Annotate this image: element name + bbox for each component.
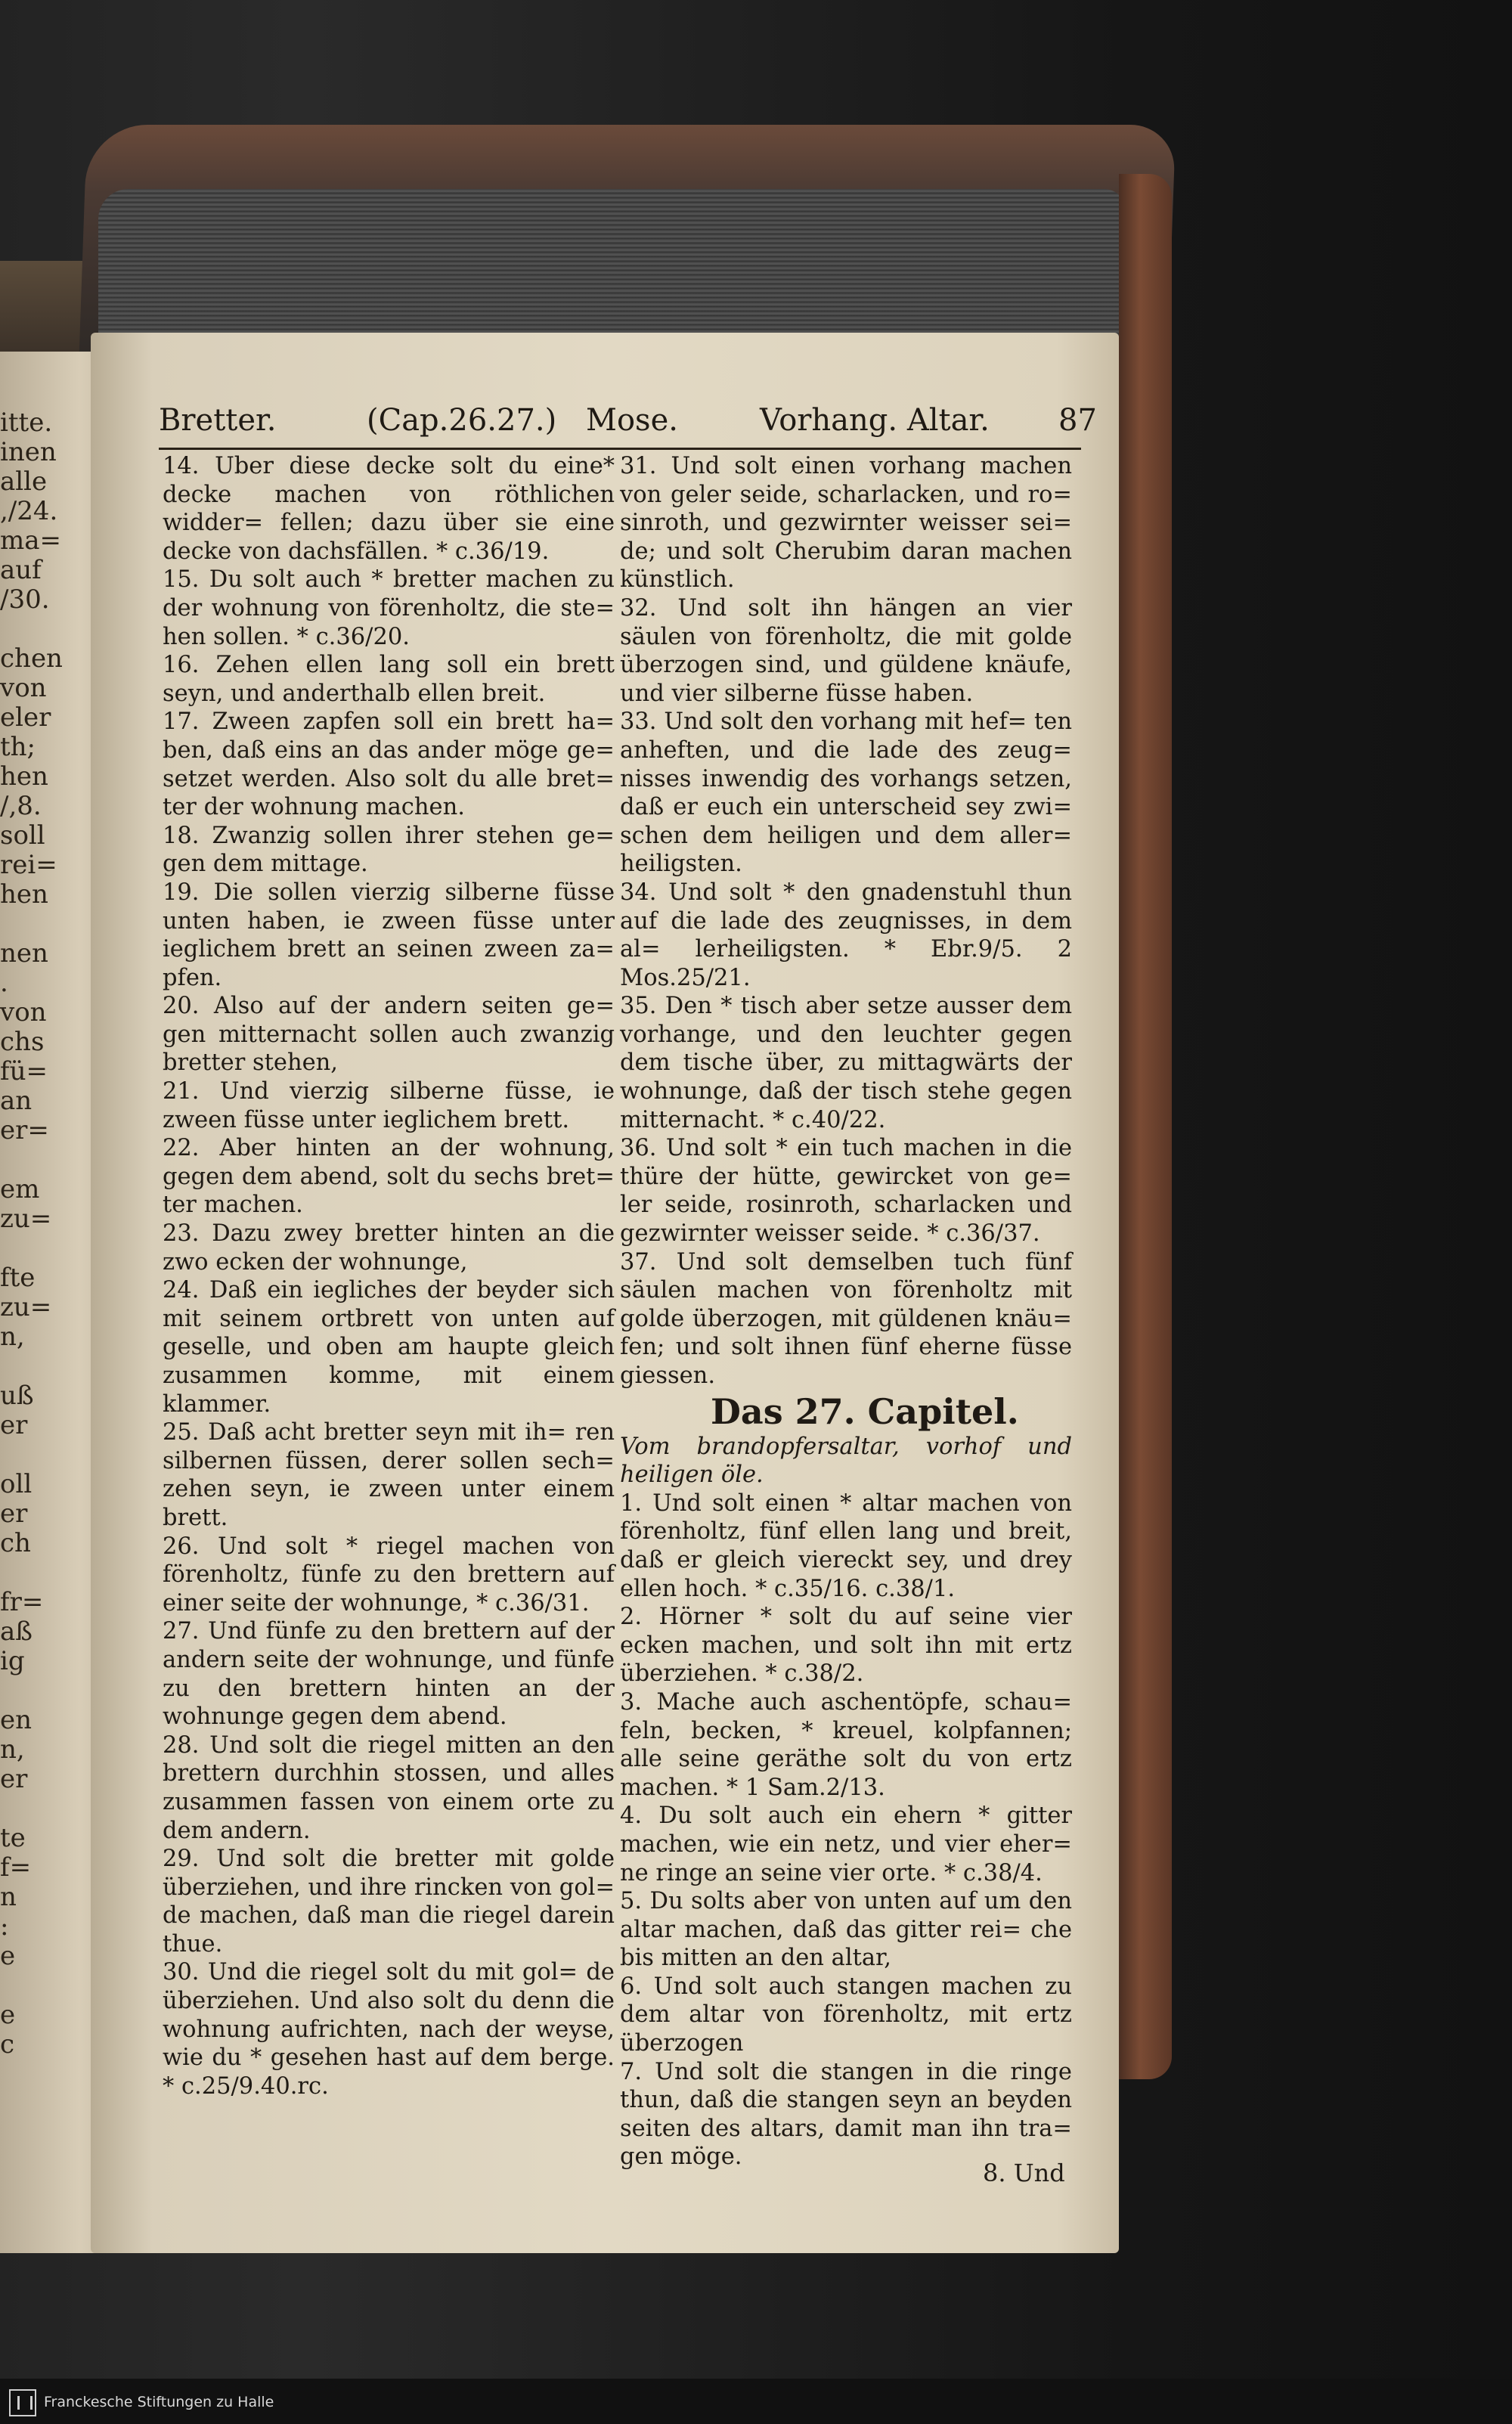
facing-page-fragment: n (0, 1882, 17, 1912)
facing-page-fragment (0, 910, 60, 939)
facing-page-fragment: ,/24. (0, 496, 58, 526)
facing-page-fragment: an (0, 1086, 33, 1116)
verse-paragraph: 4. Du solt auch ein ehern * gitter machen, wie ein netz, und vier eher= ne ringe an seine vier orte. * c.38/4. (620, 1803, 1072, 1886)
facing-page-fragment (0, 1971, 60, 2001)
facing-page-fragment: inen (0, 437, 57, 467)
facing-page-fragment: th; (0, 732, 36, 762)
catchword: 8. Und (983, 2159, 1065, 2187)
facing-page-fragment: auf (0, 555, 42, 585)
chapter-title: Das 27. Capitel. (711, 1390, 1019, 1432)
verse-paragraph: 30. Und die riegel solt du mit gol= de überziehen. Und also solt du denn die wohnung aufrichten, nach der weyse, wie du * gesehen hast auf dem berge. * c.25/9.40.rc. (163, 1959, 615, 2100)
header-rule (159, 448, 1081, 450)
facing-page-fragment (0, 1676, 60, 1706)
facing-page-fragment: hen (0, 879, 48, 910)
verse-paragraph: 32. Und solt ihn hängen an vier säulen von förenholtz, die mit golde überzogen sind, und güldene knäufe, und vier silberne füsse haben. (620, 594, 1072, 707)
facing-page-fragment: en (0, 1705, 33, 1735)
facing-page-fragment: em (0, 1174, 40, 1204)
verse-paragraph: 3. Mache auch aschentöpfe, schau= feln, becken, * kreuel, kolpfannen; alle seine geräthe solt du von ertz machen. * 1 Sam.2/13. (620, 1688, 1072, 1801)
verse-paragraph: 20. Also auf der andern seiten ge= gen mitternacht sollen auch zwanzig bretter stehen, (163, 993, 615, 1077)
facing-page-fragment: alle (0, 467, 48, 497)
facing-page-fragment: rei= (0, 850, 57, 880)
facing-page-fragment (0, 1440, 60, 1470)
running-header (159, 403, 1097, 448)
facing-page-fragment: ig (0, 1646, 25, 1676)
verse-paragraph: 29. Und solt die bretter mit golde überziehen, und ihre rincken von gol= de machen, daß man die riegel darein thue. (163, 1846, 615, 1957)
verse-paragraph: 34. Und solt * den gnadenstuhl thun auf die lade des zeugnisses, in dem al= lerheiligsten. * Ebr.9/5. 2 Mos.25/21. (620, 879, 1072, 991)
facing-page-fragment: fr= (0, 1587, 44, 1617)
facing-page-fragment: hen (0, 761, 48, 792)
facing-page-fragment: aß (0, 1617, 33, 1647)
facing-page-fragment: n, (0, 1322, 25, 1352)
verse-paragraph: 25. Daß acht bretter seyn mit ih= ren silbernen füssen, derer sollen sech= zehen seyn, ie zween unter einem brett. (163, 1419, 615, 1531)
verse-paragraph: 16. Zehen ellen lang soll ein brett seyn, und anderthalb ellen breit. (163, 652, 615, 707)
book-cover-right (1119, 174, 1172, 2079)
facing-page-fragment: e (0, 2000, 16, 2030)
facing-page-fragment: chen (0, 643, 63, 674)
facing-page-fragment (0, 1558, 60, 1588)
facing-page-fragment: zu= (0, 1204, 52, 1234)
verse-paragraph: 15. Du solt auch * bretter machen zu der wohnung von förenholtz, die ste= hen sollen. * c.36/20. (163, 566, 615, 650)
facing-page-text-fragments (0, 408, 63, 2060)
facing-page-fragment: fü= (0, 1056, 48, 1086)
verse-paragraph: 5. Du solts aber von unten auf um den altar machen, daß das gitter rei= che bis mitten an den altar, (620, 1888, 1072, 1972)
facing-page-fragment (0, 1794, 60, 1824)
facing-page-fragment (0, 1145, 60, 1175)
header-book: Mose. (586, 403, 678, 438)
verse-paragraph: 7. Und solt die stangen in die ringe thun, daß die stangen seyn an beyden seiten des altars, damit man ihn tra= gen möge. (620, 2058, 1072, 2171)
verse-paragraph: 18. Zwanzig sollen ihrer stehen ge= gen dem mittage. (163, 822, 615, 878)
facing-page-fragment: f= (0, 1852, 32, 1883)
facing-page-fragment: chs (0, 1027, 45, 1057)
facing-page-fragment: /,8. (0, 791, 42, 821)
facing-page-fragment: /30. (0, 584, 50, 615)
facing-page-fragment: : (0, 1911, 9, 1942)
facing-page-fragment: ma= (0, 525, 61, 556)
facing-page-fragment (0, 1234, 60, 1263)
facing-page-fragment: uß (0, 1381, 34, 1411)
verse-paragraph: 27. Und fünfe zu den brettern auf der andern seite der wohnunge, und fünfe zu den brettern hinten an der wohnunge gegen dem abend. (163, 1618, 615, 1731)
facing-page-fragment (0, 1352, 60, 1381)
facing-page-fragment: er (0, 1410, 28, 1440)
verse-paragraph: 23. Dazu zwey bretter hinten an die zwo ecken der wohnunge, (163, 1220, 615, 1276)
facing-page-fragment: von (0, 673, 47, 703)
verse-paragraph: 24. Daß ein iegliches der beyder sich mit seinem ortbrett von unten auf geselle, und oben am haupte gleich zusammen komme, mit einem klammer. (163, 1277, 615, 1418)
right-text-column (620, 452, 1072, 2171)
header-right: Vorhang. Altar. (760, 403, 990, 438)
facing-page-fragment: fte (0, 1263, 36, 1293)
facing-page-fragment: er (0, 1764, 28, 1794)
institution-logo-icon (9, 2389, 36, 2416)
facing-page-fragment: te (0, 1823, 26, 1853)
facing-page-fragment: nen (0, 938, 48, 969)
facing-page-fragment: n, (0, 1734, 25, 1765)
facing-page-fragment: soll (0, 820, 45, 851)
verse-paragraph: 1. Und solt einen * altar machen von förenholtz, fünf ellen lang und breit, daß er gleich viereckt sey, und drey ellen hoch. * c.35/16. c.38/1. (620, 1489, 1072, 1602)
facing-page-fragment: oll (0, 1469, 33, 1499)
verse-paragraph: 17. Zween zapfen soll ein brett ha= ben, daß eins an das ander möge ge= setzet werden. Also solt du alle bret= ter der wohnung machen. (163, 708, 615, 821)
facing-page-fragment: . (0, 968, 8, 998)
facing-page-fragment: e (0, 1941, 16, 1971)
facing-page-fragment: itte. (0, 408, 53, 438)
facing-page-fragment: eler (0, 702, 51, 733)
verse-paragraph: 35. Den * tisch aber setze ausser dem vorhange, und den leuchter gegen dem tische über, zu mittagwärts der wohnunge, daß der tisch stehe gegen mitternacht. * c.40/22. (620, 993, 1072, 1133)
footer-institution: Franckesche Stiftungen zu Halle (44, 2394, 274, 2410)
verse-paragraph: 26. Und solt * riegel machen von förenholtz, fünfe zu den brettern auf einer seite der wohnunge, * c.36/31. (163, 1533, 615, 1617)
verse-paragraph: 37. Und solt demselben tuch fünf säulen machen von förenholtz mit golde überzogen, mit güldenen knäu= fen; und solt ihnen fünf eherne füsse giessen. (620, 1248, 1072, 1389)
facing-page-fragment: von (0, 997, 47, 1028)
verse-paragraph: 21. Und vierzig silberne füsse, ie zween füsse unter ieglichem brett. (163, 1078, 615, 1133)
page-number: 87 (1058, 403, 1097, 438)
header-center: (Cap.26.27.) (367, 403, 557, 438)
verse-paragraph: 19. Die sollen vierzig silberne füsse unten haben, ie zween füsse unter ieglichem brett an seinen zween za= pfen. (163, 879, 615, 991)
verse-paragraph: 14. Uber diese decke solt du eine* decke machen von röthlichen widder= fellen; dazu über sie eine decke von dachsfällen. * c.36/19. (163, 453, 615, 565)
verse-paragraph: 36. Und solt * ein tuch machen in die thüre der hütte, gewircket von ge= ler seide, rosinroth, scharlacken und gezwirnter weisser seide. * c.36/37. (620, 1135, 1072, 1248)
left-text-column (163, 452, 615, 2100)
chapter-summary: Vom brandopfersaltar, vorhof und heiligen öle. (620, 1433, 1072, 1489)
facing-page-fragment: c (0, 2029, 15, 2060)
verse-paragraph: 2. Hörner * solt du auf seine vier ecken machen, und solt ihn mit ertz überziehen. * c.38/2. (620, 1604, 1072, 1688)
facing-page-fragment: er= (0, 1115, 49, 1145)
facing-page-fragment: er (0, 1499, 28, 1529)
facing-page-fragment (0, 615, 60, 644)
verse-paragraph: 31. Und solt einen vorhang machen von geler seide, scharlacken, und ro= sinroth, und gezwirnter weisser sei= de; und solt Cherubim daran machen künstlich. (620, 453, 1072, 594)
header-left: Bretter. (159, 403, 277, 438)
verse-paragraph: 22. Aber hinten an der wohnung, gegen dem abend, solt du sechs bret= ter machen. (163, 1135, 615, 1219)
page-edges (98, 189, 1126, 340)
facing-page-fragment: zu= (0, 1292, 52, 1322)
verse-paragraph: 33. Und solt den vorhang mit hef= ten anheften, und die lade des zeug= nisses inwendig des vorhangs setzen, daß er euch ein unterscheid sey zwi= schen dem heiligen und dem aller= heiligsten. (620, 708, 1072, 878)
verse-paragraph: 28. Und solt die riegel mitten an den brettern durchhin stossen, und alles zusammen fassen von einem orte zu dem andern. (163, 1731, 615, 1844)
verse-paragraph: 6. Und solt auch stangen machen zu dem altar von förenholtz, mit ertz überzogen (620, 1973, 1072, 2057)
facing-page-fragment: ch (0, 1528, 31, 1558)
